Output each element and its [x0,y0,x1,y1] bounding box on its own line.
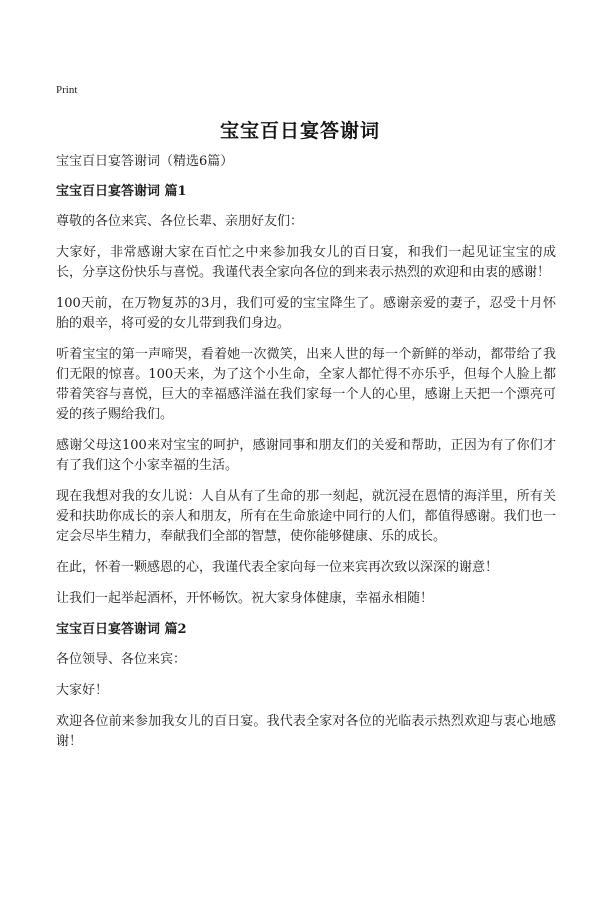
print-link[interactable]: Print [56,84,78,96]
paragraph: 尊敬的各位来宾、各位长辈、亲朋好友们： [56,214,304,229]
paragraph: 现在我想对我的女儿说：人自从有了生命的那一刻起，就沉浸在恩情的海洋里，所有关爱和扶助你成长的亲人和朋友，所有在生命旅途中同行的人们，都值得感谢。我们也一定会尽毕生精力，奉献我们全部的智慧，使你能够健康、乐的成长。 [56,489,556,544]
paragraph: 欢迎各位前来参加我女儿的百日宴。我代表全家对各位的光临表示热烈欢迎与衷心地感谢！ [56,714,556,749]
article-body [56,152,556,763]
paragraph: 让我们一起举起酒杯，开怀畅饮。祝大家身体健康，幸福永相随！ [56,591,434,606]
section-heading: 宝宝百日宴答谢词 篇2 [56,622,187,637]
article-subtitle: 宝宝百日宴答谢词（精选6篇） [56,154,234,169]
paragraph: 感谢父母这100来对宝宝的呵护，感谢同事和朋友们的关爱和帮助，正因为有了你们才有了我们这个小家幸福的生活。 [56,438,556,473]
paragraph: 在此，怀着一颗感恩的心，我谨代表全家向每一位来宾再次致以深深的谢意！ [56,560,499,575]
paragraph: 各位领导、各位来宾： [56,652,187,667]
section-1 [56,182,556,609]
paragraph: 100天前，在万物复苏的3月，我们可爱的宝宝降生了。感谢亲爱的妻子，忍受十月怀胎的艰辛，将可爱的女儿带到我们身边。 [56,296,556,331]
paragraph: 大家好！ [56,683,109,698]
section-heading: 宝宝百日宴答谢词 篇1 [56,184,187,199]
paragraph: 大家好，非常感谢大家在百忙之中来参加我女儿的百日宴，和我们一起见证宝宝的成长，分享这份快乐与喜悦。我谨代表全家向各位的到来表示热烈的欢迎和由衷的感谢！ [56,245,556,280]
section-2 [56,620,556,752]
page-title: 宝宝百日宴答谢词 [219,120,380,142]
paragraph: 听着宝宝的第一声啼哭，看着她一次微笑，出来人世的每一个新鲜的举动，都带给了我们无限的惊喜。100天来，为了这个小生命，全家人都忙得不亦乐乎，但每个人脸上都带着笑容与喜悦，巨大的幸福感洋溢在我们家每一个人的心里，感谢上天把一个漂亮可爱的孩子赐给我们。 [56,347,556,422]
